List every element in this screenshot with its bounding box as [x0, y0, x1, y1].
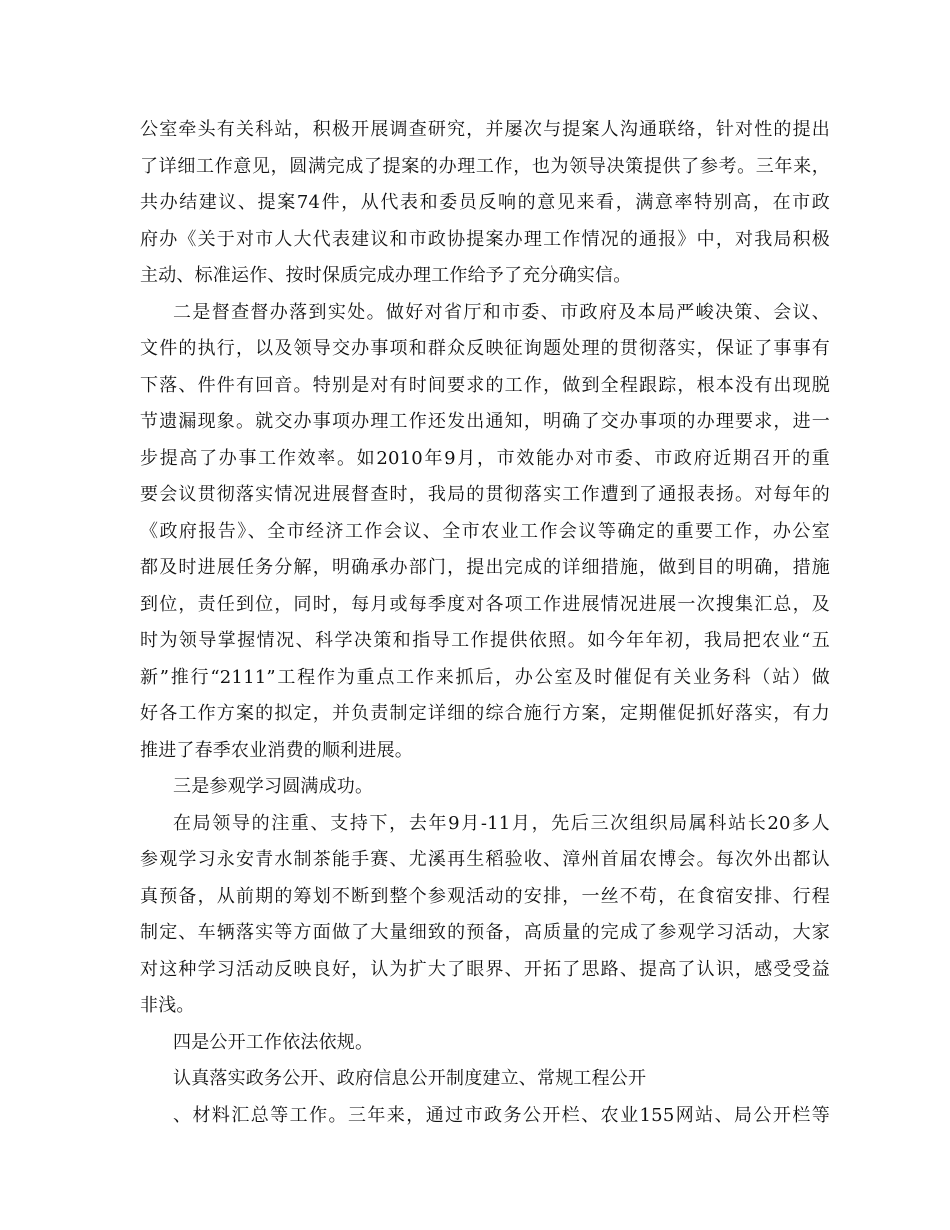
document-body	[140, 112, 830, 1134]
text-line: 文件的执行，以及领导交办事项和群众反映征询题处理的贯彻落实，保证了事事有	[140, 338, 830, 359]
text-line: 下落、件件有回音。特别是对有时间要求的工作，做到全程跟踪，根本没有出现脱	[140, 374, 830, 396]
text-line: 新”推行“2111”工程作为重点工作来抓后，办公室及时催促有关业务科（站）做	[140, 666, 830, 688]
text-line: 非浅。	[140, 995, 195, 1016]
section-heading: 三是参观学习圆满成功。	[173, 776, 374, 797]
paragraph-start-line: 二是督查督办落到实处。做好对省厅和市委、市政府及本局严峻决策、会议、	[173, 301, 830, 323]
text-line: 主动、标准运作、按时保质完成办理工作给予了充分确实信。	[140, 265, 632, 286]
text-line: 制定、车辆落实等方面做了大量细致的预备，高质量的完成了参观学习活动，大家	[140, 922, 830, 943]
text-line: 时为领导掌握情况、科学决策和指导工作提供依照。如今年年初，我局把农业“五	[140, 630, 830, 651]
text-line: 对这种学习活动反映良好，认为扩大了眼界、开拓了思路、提高了认识，感受受益	[140, 958, 830, 980]
text-line: 《政府报告》、全市经济工作会议、全市农业工作会议等确定的重要工作，办公室	[140, 520, 830, 542]
text-line: 府办《关于对市人大代表建议和市政协提案办理工作情况的通报》中，对我局积极	[140, 228, 830, 250]
text-line: 共办结建议、提案74件，从代表和委员反响的意见来看，满意率特别高，在市政	[140, 192, 830, 213]
text-line: 好各工作方案的拟定，并负责制定详细的综合施行方案，定期催促抓好落实，有力	[140, 703, 830, 724]
text-line: 了详细工作意见，圆满完成了提案的办理工作，也为领导决策提供了参考。三年来，	[140, 155, 830, 177]
paragraph-start-line: 认真落实政务公开、政府信息公开制度建立、常规工程公开	[173, 1068, 647, 1089]
text-line: 公室牵头有关科站，积极开展调查研究，并屡次与提案人沟通联络，针对性的提出	[140, 119, 830, 140]
section-heading: 四是公开工作依法依规。	[173, 1031, 374, 1053]
text-line: 要会议贯彻落实情况进展督查时，我局的贯彻落实工作遭到了通报表扬。对每年的	[140, 484, 830, 505]
text-line: 真预备，从前期的筹划不断到整个参观活动的安排，一丝不苟，在食宿安排、行程	[140, 885, 830, 907]
text-line: 参观学习永安青水制茶能手赛、尤溪再生稻验收、漳州首届农博会。每次外出都认	[140, 849, 830, 870]
text-line: 、材料汇总等工作。三年来，通过市政务公开栏、农业155网站、局公开栏等	[173, 1104, 830, 1126]
text-line: 节遗漏现象。就交办事项办理工作还发出通知，明确了交办事项的办理要求，进一	[140, 411, 830, 432]
text-line: 都及时进展任务分解，明确承办部门，提出完成的详细措施，做到目的明确，措施	[140, 557, 830, 578]
text-line: 推进了春季农业消费的顺利进展。	[140, 739, 413, 761]
text-line: 步提高了办事工作效率。如2010年9月，市效能办对市委、市政府近期召开的重	[140, 447, 830, 469]
paragraph-start-line: 在局领导的注重、支持下，去年9月-11月，先后三次组织局属科站长20多人	[173, 812, 830, 834]
text-line: 到位，责任到位，同时，每月或每季度对各项工作进展情况进展一次搜集汇总，及	[140, 593, 830, 615]
